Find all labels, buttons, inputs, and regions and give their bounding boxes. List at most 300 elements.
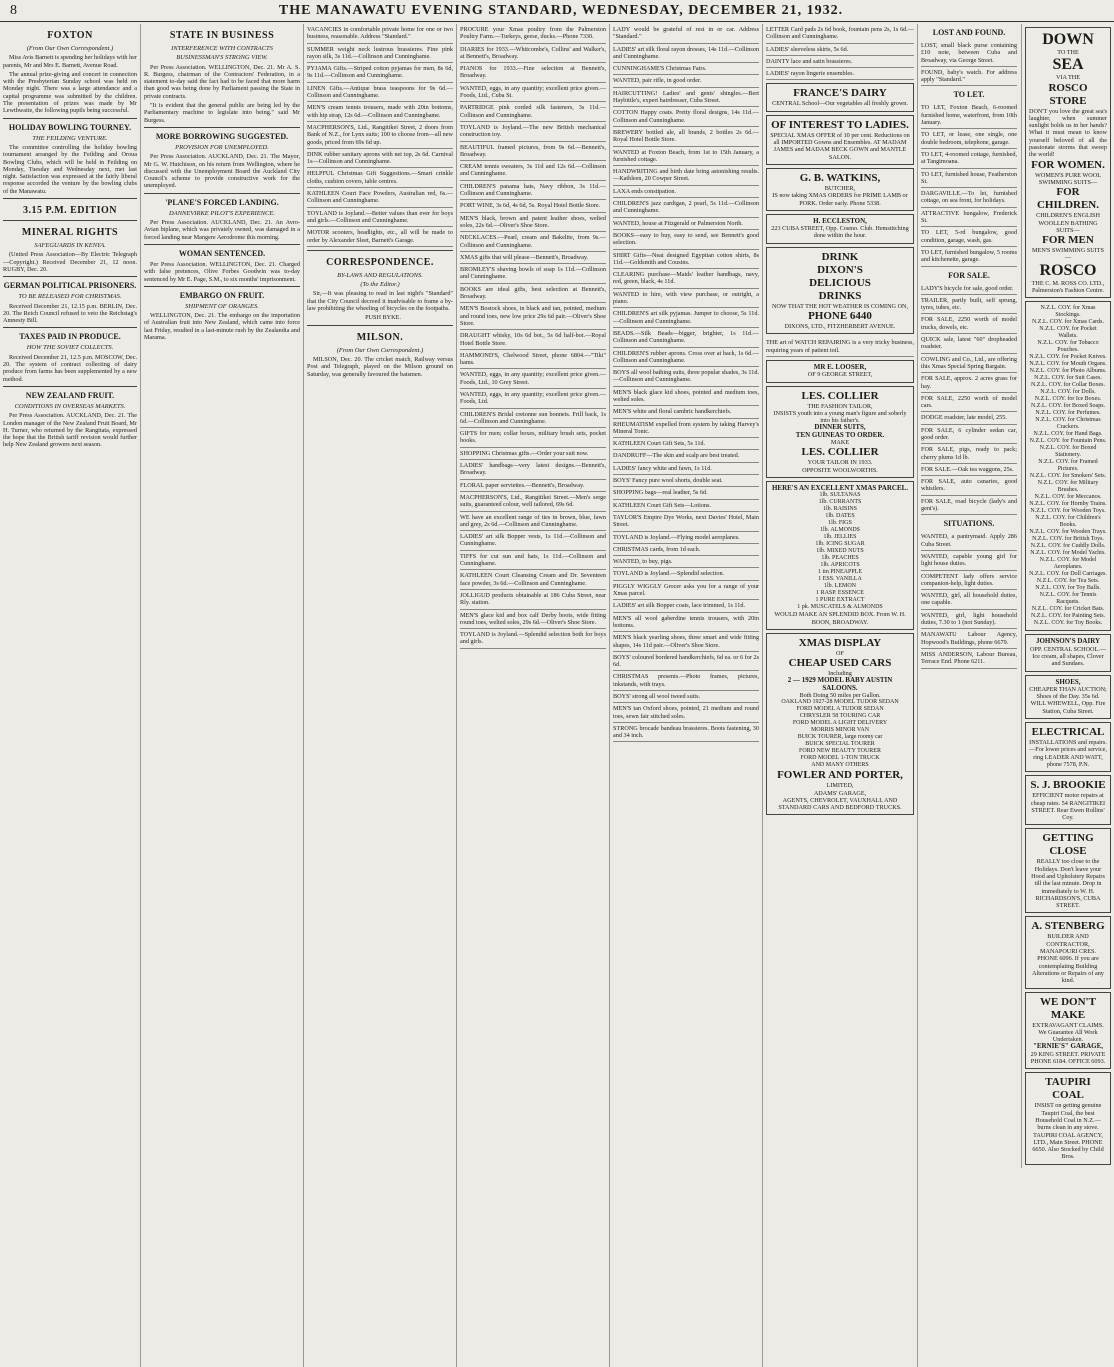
- display-ad-butcher: [766, 168, 914, 211]
- classified-ad: TO LET, 4-roomed cottage, furnished, at Tangimoana.: [921, 149, 1017, 169]
- ad-body: MEN'S SWIMMING SUITS—: [1032, 247, 1104, 262]
- ad-body: WOMEN'S PURE WOOL SWIMMING SUITS—: [1035, 171, 1101, 186]
- classified-ad: MEN'S white and floral cambric handkerchiefs.: [613, 406, 759, 418]
- display-ad-electrical: [1025, 722, 1111, 772]
- ad-headline: S. J. BROOKIE: [1030, 779, 1106, 792]
- list-item: N.Z.L. COY. for Painting Sets.: [1030, 613, 1106, 620]
- classified-ad: WANTED, girl, light household duties, 7.30 to 1 (not Sunday).: [921, 610, 1017, 630]
- classified-ad: KATHLEEN Court Gift Sets—Lotions.: [613, 500, 759, 512]
- list-item: N.Z.L. COY. for Hornby Trains.: [1029, 501, 1107, 508]
- list-item: N.Z.L. COY. for Dolls.: [1040, 389, 1096, 396]
- display-ad-close: [1025, 828, 1111, 913]
- display-ad-used-cars: [766, 633, 914, 816]
- classified-ad: BREWERY bottled ale, all brands, 2 bottles 2s 6d.—Royal Hotel Bottle Store.: [613, 127, 759, 147]
- classified-ad: MEN'S glace kid and box calf Derby boots, wide fitting round toes, welted soles, 29s 6d.—Oliver's Shoe Store.: [460, 610, 606, 630]
- classified-ad: HAIRCUTTING! Ladies' and gents' shingles.—Bert Haybittle's, expert hairdresser, Cuba Street.: [613, 88, 759, 108]
- article-paragraph: The annual prize-giving and concert in connection with the Presbyterian Sunday school was held on Monday night. There was a large attendance and a capital programme was submitted by the children. The presentation of prizes was made by Mr Lewthwaite, the following pupils being successful.: [3, 70, 137, 115]
- list-item: N.Z.L. COY. for Cuddly Dolls.: [1030, 543, 1106, 550]
- car-item: FORD NEW BEAUTY TOURER: [799, 748, 881, 755]
- classified-ad: CHILDREN'S art silk pyjamas. Jumper to choose, 5s 11d.—Collinson and Cunninghame.: [613, 308, 759, 328]
- list-item: N.Z.L. COY. for Model Aeroplanes.: [1039, 557, 1097, 571]
- ad-body: INSTALLATIONS and repairs.—For lower prices and service, ring LEADER AND WATT, phone 7578, P.N.: [1029, 739, 1107, 768]
- parcel-item: 1 ESS. VANILLA: [818, 576, 862, 583]
- classified-ad: BEAUTIFUL framed pictures, from 9s 6d.—Bennett's, Broadway.: [460, 142, 606, 162]
- display-ad-coal: [1025, 1072, 1111, 1164]
- ad-headline: ELECTRICAL: [1031, 726, 1105, 739]
- ad-body: EFFICIENT motor repairs at cheap rates. 54 RANGITIKEI STREET. Rear Ewen Rollins' Coy.: [1030, 792, 1106, 822]
- classified-ad: HELPFUL Christmas Gift Suggestions.—Smart crinkle cloths, cushion covers, table centres.: [307, 168, 453, 188]
- article-subheading: BY-LAWS AND REGULATIONS.: [337, 271, 423, 279]
- classified-ad: BOYS' Fancy pure wool shorts, double seat.: [613, 475, 759, 487]
- ad-address: DIXONS, LTD., FITZHERBERT AVENUE.: [784, 323, 896, 331]
- classified-ad: WANTED, eggs, in any quantity; excellent price given.—Foods, Ltd.: [460, 389, 606, 409]
- classified-ad: TOYLAND is Joyland.—Splendid selection both for boys and girls.: [460, 629, 606, 649]
- list-item: N.Z.L. COY. for Pocket Wallets.: [1039, 326, 1097, 340]
- article-subheading: THE FEILDING VENTURE.: [32, 134, 108, 142]
- list-item: N.Z.L. COY. for Suit Cases.: [1034, 375, 1102, 382]
- article-subheading: HOW THE SOVIET COLLECTS.: [26, 344, 114, 352]
- classified-ad: LADIES' sleeveless skirts, 5s 6d.: [766, 44, 914, 56]
- classified-ad: MEN'S cream tennis trousers, made with 20in bottoms, with hip strap, 12s 6d.—Collinson and Cunninghame.: [307, 102, 453, 122]
- classified-ad: HAMMOND'S, Chelwood Street, phone 6804.—"Tiki" hams.: [460, 350, 606, 370]
- ad-line: Both Doing 50 miles per Gallon.: [799, 691, 881, 699]
- classified-ad: WANTED, eggs, in any quantity; excellent price given.—Foods, Ltd., Cuba St.: [460, 83, 606, 103]
- ad-dealer: FOWLER AND PORTER,: [777, 769, 903, 782]
- list-item: N.Z.L. COY. for Wooden Toys.: [1030, 508, 1106, 515]
- classified-ad: KATHLEEN Court Cleansing Cream and Dr. Seventeen face powder, 3s 6d.—Collinson and Cunninghame.: [460, 570, 606, 590]
- ad-line: DRINKS: [818, 289, 862, 302]
- article-paragraph: Per Press Association. WELLINGTON, Dec. 21. Charged with false pretences, Olive Forbes Goodwin was to-day sentenced by Mr E. Page, S.M., to six months' imprisonment.: [144, 260, 300, 283]
- article-heading: TAXES PAID IN PRODUCE.: [19, 332, 121, 342]
- classified-ad: LETTER Card pads 2s 6d book, fountain pens 2s, 1s 6d.—Collinson and Cunninghame.: [766, 24, 914, 44]
- classified-ad: FOR SALE, 2250 worth of model trucks, dowels, etc.: [921, 314, 1017, 334]
- classified-ad: WE have an excellent range of ties in brown, blue, fawn and grey, 2s 6d.—Collinson and Cunninghame.: [460, 512, 606, 532]
- ad-line: TO THE: [1057, 49, 1079, 56]
- classified-ad: QUICK sale, latest "60" dropheaded roadster.: [921, 334, 1017, 354]
- car-item: BUICK TOURER, large roomy car: [797, 734, 883, 741]
- classified-ad: LADIES' rayon lingerie ensembles.: [766, 68, 914, 80]
- ad-subheading: THE FASHION TAILOR,: [807, 402, 873, 410]
- masthead-title: THE MANAWATU EVENING STANDARD, WEDNESDAY, DECEMBER 21, 1932.: [278, 2, 844, 18]
- ad-headline: "ERNIE'S" GARAGE,: [1032, 1042, 1103, 1051]
- list-item: N.Z.L. COY. for Doll Carriages.: [1029, 571, 1107, 578]
- page-number: 8: [10, 2, 18, 18]
- article-paragraph: Received December 21, 12.5 p.m. MOSCOW, Dec. 20. The system of contract collecting of dairy produce from farms has been supplemented by a new method.: [3, 353, 137, 383]
- classified-ad: FOUND, baby's watch. For address apply "Standard.": [921, 67, 1017, 87]
- column-2: [140, 24, 303, 1367]
- classified-ad: XMAS gifts that will please—Bennett's, Broadway.: [460, 252, 606, 264]
- display-ad-dairy: [766, 83, 914, 111]
- article-heading: MORE BORROWING SUGGESTED.: [155, 131, 289, 141]
- list-item: N.Z.L. COY. for Hand Bags.: [1033, 431, 1103, 438]
- parcel-item: 1lb. ICING SUGAR: [815, 541, 865, 548]
- list-item: N.Z.L. COY. for Pocket Knives.: [1029, 354, 1107, 361]
- article-paragraph: Received December 21, 12.15 p.m. BERLIN, Dec. 20. The Reich Council refused to veto the Reichstag's Amnesty Bill.: [3, 302, 137, 325]
- classified-ad: GIFTS for men; collar boxes, military brush sets, pocket books.: [460, 428, 606, 448]
- article-paragraph: Miss Avis Barnett is spending her holidays with her parents, Mr and Mrs E. Barnett, Avenue Road.: [3, 54, 137, 69]
- classified-ad: PROCURE your Xmas poultry from the Palmerston Poultry Farm.—Turkeys, geese, ducks.—Phone 7330.: [460, 24, 606, 44]
- list-item: N.Z.L. COY. for British Toys.: [1032, 536, 1104, 543]
- masthead: [0, 0, 1114, 22]
- ad-body: CHILDREN'S ENGLISH WOOLLEN BATHING SUITS—: [1036, 212, 1100, 234]
- ad-headline: HERE'S AN EXCELLENT XMAS PARCEL.: [771, 483, 909, 492]
- classified-ad: DRAUGHT whisky, 10s 6d bot., 5s 6d half-bot.—Royal Hotel Bottle Store.: [460, 330, 606, 350]
- article-subheading: SAFEGUARDS IN KENYA.: [34, 242, 106, 250]
- ad-line: VIA THE: [1055, 74, 1081, 82]
- ad-headline: GETTING CLOSE: [1042, 832, 1094, 858]
- parcel-item: 1 tin PINEAPPLE: [817, 569, 862, 576]
- ad-body: IS now taking XMAS ORDERS for PRIME LAMB or PORK. Order early. Phone 5338.: [772, 192, 908, 207]
- classified-ad: BOYS' coloured bordered handkerchiefs, 6d ea. or 6 for 2s 6d.: [613, 652, 759, 672]
- classified-ad: MEN'S black, brown and patent leather shoes, welted soles, 22s 6d.—Oliver's Shoe Store.: [460, 213, 606, 233]
- classified-ad: TRAILER, partly built, self sprung, tyres, tubes, etc.: [921, 295, 1017, 315]
- parcel-item: 1 RASP. ESSENCE: [816, 590, 864, 597]
- classified-ad: LADIES' art silk floral rayon dresses, 14s 11d.—Collinson and Cunninghame.: [613, 44, 759, 64]
- column-4: [456, 24, 609, 1367]
- column-7: [917, 24, 1114, 1367]
- ad-line: DRINK: [821, 250, 859, 263]
- article-paragraph: Sir,—It was pleasing to read in last night's "Standard" that the City Council decreed it inadvisable to frame a by-law prohibiting the wheeling of bicycles on the footpaths.: [307, 290, 453, 313]
- ad-headline: LES. COLLIER: [801, 389, 879, 402]
- article-paragraph: (United Press Association—By Electric Telegraph—Copyright.) Received December 21, 12 noon. RUGBY, Dec. 20.: [3, 251, 137, 273]
- article-subheading: SHIPMENT OF ORANGES.: [185, 302, 259, 310]
- classified-ad: TOYLAND is Joyland.—The new British mechanical construction toy.: [460, 122, 606, 142]
- article-heading: MINERAL RIGHTS: [21, 227, 119, 239]
- list-item: N.Z.L. COY. for Children's Books.: [1035, 515, 1101, 529]
- display-ad-brookie: [1025, 775, 1111, 825]
- article-paragraph: The committee controlling the holiday bowling tournament arranged by the Feilding and Oroua Bowling Clubs, which will be held in Feilding on Monday, Tuesday and Wednesday next, met last night. Satisfaction was expressed at the fairly liberal response accorded the venture by the bowling clubs of the Manawatu.: [3, 143, 137, 195]
- article-heading: WOMAN SENTENCED.: [178, 248, 266, 258]
- classified-ad: BOOKS—easy to buy, easy to send, see Bennett's good selection.: [613, 230, 759, 250]
- classified-ad: TO LET, or lease, one single, one double bedroom, telephone, garage.: [921, 129, 1017, 149]
- list-item: N.Z.L. COY. for Perfumes.: [1035, 410, 1101, 417]
- car-item: BUICK SPECIAL TOURER: [805, 741, 875, 748]
- list-item: N.Z.L. COY. for Tennis Racquets.: [1039, 592, 1097, 606]
- ad-headline: G. B. WATKINS,: [799, 171, 881, 184]
- ad-line: DIXON'S: [817, 263, 863, 276]
- car-item: AND MANY OTHERS: [811, 762, 869, 769]
- classified-ad: JOLLIGUD products obtainable at 186 Cuba Street, near Rly. station.: [460, 590, 606, 610]
- ad-headline: A. STENBERG: [1031, 920, 1105, 933]
- ad-line: OPPOSITE WOOLWORTHS.: [802, 466, 878, 474]
- edition-label: 3.15 P.M. EDITION: [23, 205, 117, 217]
- ad-body: NOW THAT THE HOT WEATHER IS COMING ON,: [771, 302, 909, 310]
- classified-ad: FOR SALE, auto canaries, good whistlers.: [921, 476, 1017, 496]
- classified-ad: TOYLAND is Joyland.—Better values than ever for boys and girls.—Collinson and Cunninghame.: [307, 208, 453, 228]
- ad-body: BUILDER AND CONTRACTOR, MANAPOURI CRES. PHONE 6096. If you are contemplating Building Alterations or Repairs of any kind.: [1032, 933, 1104, 985]
- classified-ad: NECKLACES.—Pearl, cream and Bakelite, from 9s.—Collinson and Cunninghame.: [460, 232, 606, 252]
- classified-ad: HANDWRITING and birth date bring astonishing results.—Kathleen, 20 Cowper Street.: [613, 166, 759, 186]
- list-item: N.Z.L. COY. for Smokers' Sets.: [1029, 473, 1107, 480]
- classified-ad: MACPHERSON'S, Ltd., Rangitikei Street, 2 doors from Bank of N.Z., for Lynx suits; 100 to choose from—all new goods, priced from 69s 6d up.: [307, 122, 453, 149]
- classified-ad: WANTED, eggs, in any quantity; excellent price given.—Foods, Ltd., 10 Grey Street.: [460, 369, 606, 389]
- column-3: [303, 24, 456, 1367]
- classified-ad: VACANCIES in comfortable private home for one or two business, reasonable. Address "Standard.": [307, 24, 453, 44]
- classified-ad: DINK rubber sanitary aprons with net top, 2s 6d. Carnival 1s—Collinson and Cunninghame.: [307, 149, 453, 169]
- classified-ad: TOYLAND is Joyland.—Splendid selection.: [613, 568, 759, 580]
- classified-ad: SHOPPING Christmas gifts.—Order your suit now.: [460, 448, 606, 460]
- article-subheading: (To the Editor.): [360, 281, 400, 289]
- parcel-item: 1lb. DATES: [825, 513, 855, 520]
- parcel-item: 1lb. RAISINS: [822, 506, 857, 513]
- classified-ad: FOR SALE.—Oak tea waggons, 25s.: [921, 464, 1017, 476]
- list-item: N.Z.L. COY. for Model Yachts.: [1030, 550, 1106, 557]
- ad-line: ROSCO STORE: [1048, 81, 1088, 107]
- classified-ad: FLORAL paper serviettes.—Bennett's, Broadway.: [460, 480, 606, 492]
- display-ad-xmas-parcel: [766, 481, 914, 630]
- article-heading: FOXTON: [47, 30, 93, 41]
- ad-headline: JOHNSON'S DAIRY: [1035, 637, 1101, 646]
- section-heading: TO LET.: [953, 90, 985, 100]
- classified-ad: WANTED to hire, with view purchase, or outright, a piano.: [613, 289, 759, 309]
- section-heading: LOST AND FOUND.: [932, 28, 1006, 37]
- classified-ad: RHEUMATISM expelled from system by taking Harvey's Mineral Tonic.: [613, 419, 759, 439]
- classified-ad: SUMMER weight neck lustrous brassieres. Fine pink rayon silk, 3s 11d.—Collinson and Cunninghame.: [307, 44, 453, 64]
- classified-ad: DODGE roadster, late model, 255.: [921, 412, 1017, 424]
- display-ad-watchmaker: [766, 360, 914, 383]
- article-paragraph: WELLINGTON, Dec. 21. The embargo on the importation of Australian fruit into New Zealand, which came into force last Friday, resulted in a last-minute rush by the Zealandia and Marama.: [144, 312, 300, 342]
- article-subheading: INTERFERENCE WITH CONTRACTS: [171, 45, 273, 52]
- ad-line: DINNER SUITS,: [814, 423, 866, 432]
- ad-line: MAKE: [830, 439, 850, 447]
- ad-headline: XMAS DISPLAY: [798, 636, 882, 649]
- classified-ad: CHRISTMAS presents.—Photo frames, pictures, inkstands, with trays.: [613, 671, 759, 691]
- article-heading: MILSON.: [356, 331, 404, 343]
- classified-ad: PARTRIDGE pink corded silk fasteners, 3s 11d.—Collinson and Cunninghame.: [460, 102, 606, 122]
- classified-ad: TIFFS for cut sun and hats, 1s 11d.—Collinson and Cunninghame.: [460, 551, 606, 571]
- classified-ad: COTTON Happy coats. Pretty floral designs, 14s 11d.—Collinson and Cunninghame.: [613, 107, 759, 127]
- list-item: N.Z.L. COY. for Cricket Bats.: [1031, 606, 1105, 613]
- classified-ad: COWLING and Co., Ltd., are offering this Xmas Special Spring Bargain.: [921, 354, 1017, 374]
- classified-ad: SHOPPING bags—real leather, 5s 6d.: [613, 487, 759, 499]
- ad-body: OPP. CENTRAL SCHOOL.—Ice cream, all shapes, Clover and Sundaes.: [1029, 645, 1107, 668]
- classified-ad: WANTED, girl, all household duties, one capable.: [921, 590, 1017, 610]
- ad-headline: SHOES,: [1055, 677, 1081, 686]
- classified-ad: MEN'S all wool gaberdine tennis trousers, with 20in bottoms.: [613, 613, 759, 633]
- classified-ad: PORT WINE, 3s 6d, 4s 6d, 5s. Royal Hotel Bottle Store.: [460, 200, 606, 212]
- list-item: N.Z.L. COY. for Toy Balls.: [1035, 585, 1101, 592]
- classified-ad: TO LET, 5-rd bungalow, good condition, garage, wash, gas.: [921, 227, 1017, 247]
- ad-section: FOR MEN: [1042, 234, 1094, 247]
- article-paragraph: Per Press Association. WELLINGTON, Dec. 21. Mr A. S. R. Burgess, chairman of the Contractors' Federation, in a statement to-day said the fact had to be faced that more harm than good was being done by Parliament passing the State in private contracts.: [144, 63, 300, 100]
- ad-line: TEN GUINEAS TO ORDER.: [795, 430, 885, 439]
- section-heading: FOR SALE.: [948, 270, 990, 280]
- article-subheading: CONDITIONS IN OVERSEAS MARKETS.: [14, 402, 126, 410]
- classified-ad: MEN'S black yearling shoes, three smart and wide fitting shapes, 14s 11d pair.—Oliver's Shoe Store.: [613, 632, 759, 652]
- display-ad-hemstitching: [766, 214, 914, 244]
- display-ad-stenberg: [1025, 916, 1111, 988]
- classified-ad: PIGGLY WIGGLY Grocer asks you for a range of your Xmas parcel.: [613, 581, 759, 601]
- list-item: N.Z.L. COY. for Christmas Crackers.: [1035, 417, 1101, 431]
- article-paragraph: Per Press Association. AUCKLAND, Dec. 21. The London manager of the New Zealand Fruit Board, Mr H. Turner, who returned by the Rangitata, expressed the hope that the British tariff revision would further help New Zealand growers next season.: [3, 412, 137, 449]
- classified-ad: WANTED, pair rifle, in good order.: [613, 75, 759, 87]
- list-item: N.Z.L. COY. for Ice Boxes.: [1034, 396, 1102, 403]
- classified-ad: CHILDREN'S panama hats, Navy ribbon, 3s 11d.—Collinson and Cunninghame.: [460, 181, 606, 201]
- article-heading: HOLIDAY BOWLING TOURNEY.: [8, 122, 132, 132]
- classified-ad: FOR SALE, 2250 worth of model cars.: [921, 393, 1017, 413]
- ad-line: Including: [828, 670, 852, 678]
- display-ad-garage: [1025, 992, 1111, 1070]
- ad-section: FOR WOMEN.: [1031, 158, 1105, 171]
- car-item: FORD MODEL 1-TON TRUCK: [800, 755, 880, 762]
- article-heading: EMBARGO ON FRUIT.: [179, 290, 265, 300]
- list-item: N.Z.L. COY. for Mouth Organs.: [1029, 361, 1107, 368]
- column-6: [762, 24, 917, 1367]
- ad-body: 223 CUBA STREET, Opp. Cosmo. Club. Hemstitching done within the hour.: [771, 225, 909, 240]
- classified-ad: CHILDREN'S Bridal cretonne sun bonnets. Frill back, 1s 6d.—Collinson and Cunninghame.: [460, 409, 606, 429]
- classified-ad: SHIRT Gifts—Neat designed Egyptian cotton shirts, 8s 11d.—Goldsmith and Cousins.: [613, 250, 759, 270]
- article-heading: STATE IN BUSINESS: [169, 30, 275, 41]
- ad-line: ADAMS' GARAGE,: [813, 789, 867, 797]
- parcel-item: 1 PURE EXTRACT: [815, 597, 865, 604]
- classified-ad: DARGAVILLE.—To let, furnished cottage, on sea front, for holidays.: [921, 188, 1017, 208]
- ad-body: CENTRAL School—Our vegetables all freshly grown.: [772, 100, 908, 108]
- car-item: CHRYSLER 58 TOURING CAR: [799, 713, 881, 720]
- classified-ad: LADIES' art silk Bopper coats, lace trimmed, 1s 11d.: [613, 600, 759, 612]
- list-item: N.Z.L. COY. for Military Brushes.: [1037, 480, 1099, 494]
- classified-ad: KATHLEEN Court Face Powders, Australian red, 6s.—Collinson and Cunninghame.: [307, 188, 453, 208]
- classified-ad: BOYS all wool bathing suits, three popular shades, 3s 11d.—Collinson and Cunninghame.: [613, 367, 759, 387]
- list-item: N.Z.L. COY. for Tobacco Pouches.: [1037, 340, 1099, 354]
- ad-feature: 2 — 1929 MODEL BABY AUSTIN SALOONS.: [787, 676, 893, 692]
- classified-ad: LADIES' handbags—very latest designs.—Bennett's, Broadway.: [460, 460, 606, 480]
- ad-line: YOUR TAILOR IN 1933.: [807, 459, 873, 467]
- ad-body: SPECIAL XMAS OFFER of 10 per cent. Reductions on all IMPORTED Gowns and Ensembles. AT MADAM JAMES and MADAM BECK GOWN and MANTLE SALON.: [770, 131, 910, 161]
- ad-title: CHEAP USED CARS: [788, 657, 892, 670]
- article-paragraph: MILSON, Dec. 20. The cricket match, Railway versus Post and Telegraph, played on the Milson ground on Saturday, was generally favoured the batsmen.: [307, 355, 453, 378]
- ad-body: THE C. M. ROSS CO. LTD., Palmerston's Fashion Centre.: [1031, 279, 1105, 295]
- ad-line: OF: [836, 649, 844, 657]
- ad-line: SEA: [1052, 56, 1084, 74]
- list-item: N.Z.L. COY. for Fountain Pens.: [1029, 438, 1107, 445]
- classified-ad: ATTRACTIVE bungalow, Frederick St.: [921, 208, 1017, 228]
- classified-ad: CLEARING purchase—Maids' leather handbags, navy, red, green, black, 4s 11d.: [613, 269, 759, 289]
- classified-ad: MEN'S black glace kid shoes, pointed and medium toes, welted soles.: [613, 387, 759, 407]
- list-item: N.Z.L. COY. for Wooden Trays.: [1029, 529, 1107, 536]
- classified-ad: MANAWATU Labour Agency, Hopwood's Buildings, phone 6679.: [921, 629, 1017, 649]
- ad-body: EXTRAVAGANT CLAIMS. We Guarantee All Work Undertaken.: [1032, 1021, 1104, 1044]
- classified-ad: CHILDREN'S rubber aprons. Cross over at back, 1s 6d.—Collinson and Cunninghame.: [613, 348, 759, 368]
- classified-ad: TO LET, Foxton Beach, 6-roomed furnished home, waterfront, from 10th January.: [921, 102, 1017, 129]
- ad-body: REALLY too close to the Holidays. Don't leave your Hood and Upholstery Repairs till the last minute. Drop in immediately to W. H. RICHARDSON'S, CUBA STREET.: [1031, 858, 1105, 910]
- classified-ad: TO LET, furnished house, Featherston St.: [921, 169, 1017, 189]
- parcel-item: 1lb. LEMON: [824, 583, 856, 590]
- classified-ad: LINEN Gifts.—Antique brass teaspoons for 9s 6d.—Collinson and Cunninghame.: [307, 83, 453, 103]
- classified-ad: WANTED, a pantrymaid. Apply 286 Cuba Street.: [921, 531, 1017, 551]
- article-heading: NEW ZEALAND FRUIT.: [25, 390, 115, 400]
- classified-ad: LADY'S bicycle for sale, good order.: [921, 283, 1017, 295]
- list-item: N.Z.L. COY. for Xmas Cards.: [1031, 319, 1105, 326]
- ad-subheading: BUTCHER,: [824, 184, 856, 192]
- classified-ad: COMPETENT lady offers service companion-help, light duties.: [921, 571, 1017, 591]
- car-item: OAKLAND 1927-28 MODEL TUDOR SEDAN: [781, 699, 899, 706]
- display-ad-johnsons: [1025, 634, 1111, 671]
- classified-ad: MACPHERSON'S, Ltd., Rangitikei Street.—Men's serge suits, guaranteed colour, well tailored, 69s 6d.: [460, 492, 606, 512]
- classified-ad: CREAM tennis sweaters, 3s 11d and 12s 6d.—Collinson and Cunninghame.: [460, 161, 606, 181]
- classified-ad: MEN'S Bostock shoes, in black and tan, pointed, medium and round toes, new low price 29s 6d pair.—Oliver's Shoe Store.: [460, 303, 606, 330]
- classified-ad: PIANOS for 1933.—Fine selection at Bennett's, Broadway.: [460, 63, 606, 83]
- ad-headline: WE DON'T MAKE: [1040, 995, 1096, 1021]
- article-subheading: (From Our Own Correspondent.): [336, 346, 424, 354]
- parcel-item: 1lb. APRICOTS: [820, 562, 860, 569]
- list-item: N.Z.L. COY. for Framed Pictures.: [1038, 459, 1098, 473]
- parcel-item: 1lb. MIXED NUTS: [816, 548, 864, 555]
- ad-section: FOR CHILDREN.: [1036, 186, 1100, 212]
- ad-body: CHEAPER THAN AUCTION; Shoes of the Day. 35s 6d. WILL WHEWELL, Opp. Fire Station, Cuba Street.: [1029, 685, 1107, 715]
- ad-phone: PHONE 6440: [808, 310, 872, 323]
- section-heading: SITUATIONS.: [943, 519, 995, 529]
- ad-line: LIMITED,: [826, 782, 854, 790]
- letter-signature: PUSH BYKE.: [365, 314, 401, 322]
- ad-headline: H. ECCLESTON,: [813, 216, 867, 225]
- display-ad-rosco: [1025, 27, 1111, 298]
- classified-ad: FOR SALE, approx. 2 acres grass for hay.: [921, 373, 1017, 393]
- classified-ad: DAINTY lace and satin brassieres.: [766, 56, 914, 68]
- classified-ad: LADIES' fancy white and fawn, 1s 11d.: [613, 463, 759, 475]
- article-heading: GERMAN POLITICAL PRISONERS.: [3, 281, 137, 291]
- classified-ad: WANTED, house at Fitzgerald or Palmerston North.: [613, 218, 759, 230]
- ad-body: INSIST on getting genuine Taupiri Coal, the best Household Coal in N.Z.—burns clean in any stove. TAUPIRI COAL AGENCY, LTD., Main Street. PHONE 6650. Also Stocked by Child Bros.: [1032, 1102, 1104, 1161]
- car-item: MORRIS MINOR VAN: [810, 727, 870, 734]
- classified-ad: CUNNINGHAME'S Christmas Fairs.: [613, 63, 759, 75]
- article-paragraph: Per Press Association. AUCKLAND, Dec. 21. An Avro-Avian biplane, which was privately owned, was damaged in a forced landing near Mangere Aerodrome this morning.: [144, 219, 300, 241]
- list-item: N.Z.L. COY. for Boxed Stationery.: [1039, 445, 1097, 459]
- classified-ad: MOTOR scooters, headlights, etc., all will be made to order by Alexander Sleet, Barnett's Garage.: [307, 227, 453, 247]
- ad-headline: MR E. LOOSER,: [813, 362, 867, 371]
- article-subheading: PROVISION FOR UNEMPLOYED.: [175, 143, 269, 151]
- classified-ad: DANDRUFF—The skin and scalp are best treated.: [613, 450, 759, 462]
- ad-brand: ROSCO: [1039, 261, 1097, 279]
- classified-ad: FOR SALE, 6 cylinder sedan car, good order.: [921, 425, 1017, 445]
- classified-ad: FOR SALE, pigs, ready to pack; cherry plums 1d lb.: [921, 444, 1017, 464]
- column-5: [609, 24, 762, 1367]
- parcel-item: 1lb. SULTANAS: [819, 492, 861, 499]
- parcel-item: 1lb. PEACHES: [821, 555, 859, 562]
- car-item: FORD MODEL A TUDOR SEDAN: [796, 706, 884, 713]
- ad-headline: FRANCE'S DAIRY: [793, 87, 887, 100]
- classified-ad: BOOKS are ideal gifts, best selection at Bennett's, Broadway.: [460, 284, 606, 304]
- display-ad-nzl-coy: [1025, 301, 1111, 631]
- classified-ad: THE art of WATCH REPAIRING is a very tricky business, requiring years of patient toil.: [766, 337, 914, 357]
- ad-body: OF 9 GEORGE STREET,: [807, 371, 873, 379]
- display-ad-drinks: [766, 247, 914, 335]
- display-ad-ladies: [766, 115, 914, 165]
- ad-line: LES. COLLIER: [801, 446, 879, 459]
- car-item: FORD MODEL A LIGHT DELIVERY: [792, 720, 888, 727]
- list-item: N.Z.L. COY. for Tea Sets.: [1036, 578, 1100, 585]
- article-subheading: (From Our Own Correspondent.): [26, 45, 114, 52]
- classified-ad: KATHLEEN Court Gift Sets, 5s 11d.: [613, 438, 759, 450]
- classified-ad: BOYS' strong all wool tweed suits.: [613, 691, 759, 703]
- article-subheading: DANNEVIRKE PILOT'S EXPERIENCE.: [169, 209, 275, 217]
- classified-ad: LAXA ends constipation.: [613, 186, 759, 198]
- classified-ad: DIARIES for 1933.—Whitcombe's, Collins' and Walker's, at Bennett's, Broadway.: [460, 44, 606, 64]
- parcel-item: 1lb. ALMONDS: [819, 527, 860, 534]
- ad-body: 29 KING STREET. PRIVATE PHONE 6184. OFFICE 6093.: [1030, 1050, 1106, 1066]
- ad-body: INSISTS youth into a young man's figure and soberly into his father's.: [773, 409, 907, 425]
- classified-ad: MISS ANDERSON, Labour Bureau, Terrace End. Phone 6211.: [921, 649, 1017, 669]
- classified-ad: BROMLEY'S shaving bowls of soap 1s 11d.—Collinson and Cunninghame.: [460, 264, 606, 284]
- column-1: [0, 24, 140, 1367]
- classified-ad: WANTED, to buy, pigs.: [613, 556, 759, 568]
- ad-footer: WOULD MAKE AN SPLENDID BOX. From W. H. BOON, BROADWAY.: [774, 611, 906, 626]
- classified-ad: TAYLOR'S Empire Dye Works, next Davies' Hotel, Main Street.: [613, 512, 759, 532]
- article-subheading: BUSINESSMAN'S STRONG VIEW.: [176, 54, 268, 62]
- article-paragraph: "It is evident that the general public are being led by the Parliamentary machine to legislate into being." said Mr Burgess.: [144, 102, 300, 124]
- parcel-item: 1lb. FIGS: [828, 520, 852, 527]
- classified-ad: CHRISTMAS cards, from 1d each.: [613, 544, 759, 556]
- classified-ad: CHILDREN'S jazz cardigan, 2 pearl, 5s 11d.—Collinson and Cunninghame.: [613, 198, 759, 218]
